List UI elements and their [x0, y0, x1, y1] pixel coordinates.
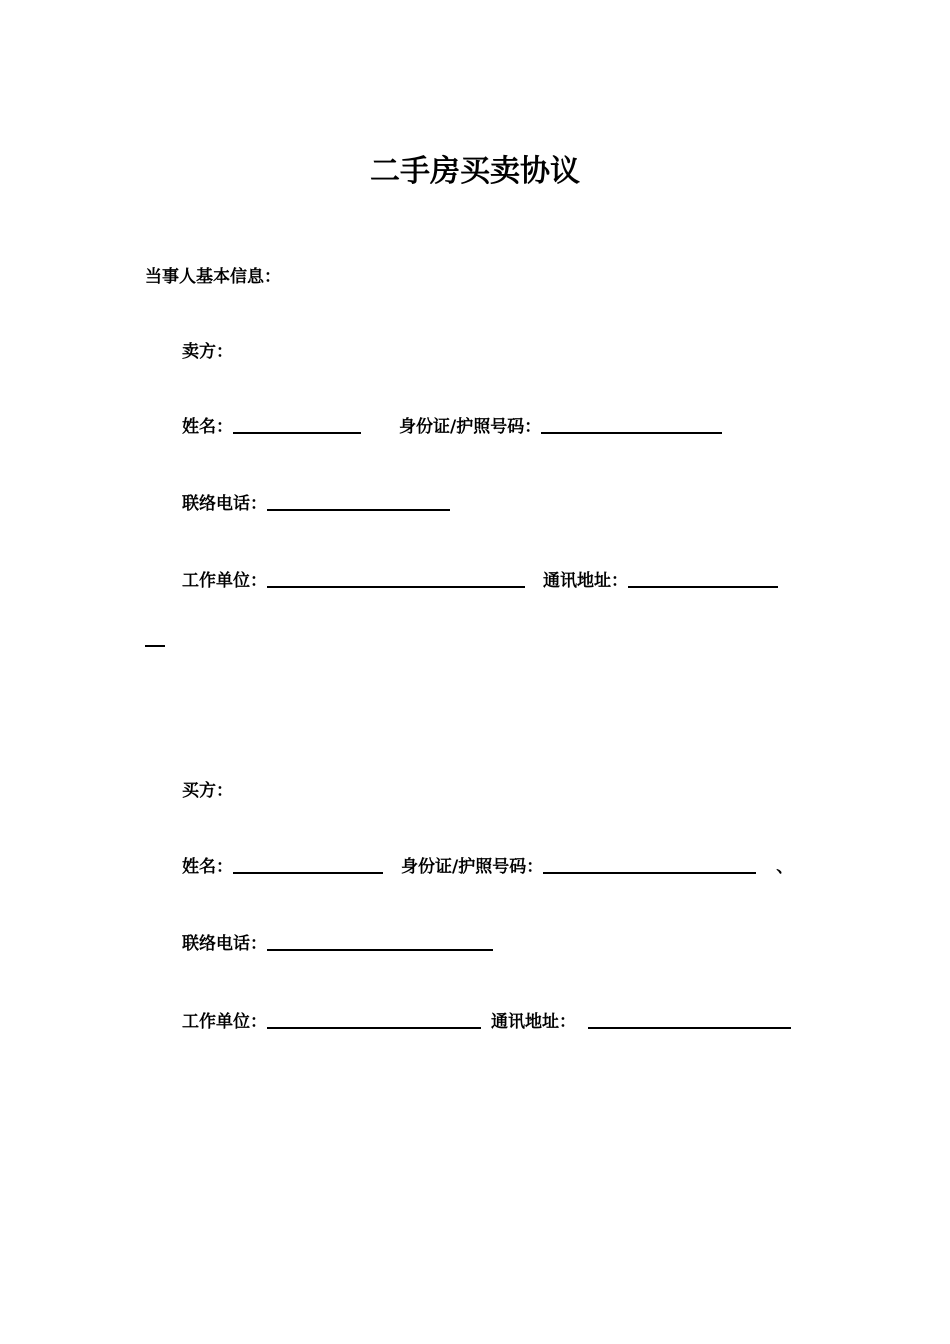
seller-employer-field[interactable]	[267, 570, 525, 588]
seller-name-label: 姓名：	[182, 417, 233, 437]
buyer-name-field[interactable]	[233, 856, 383, 874]
seller-phone-field[interactable]	[267, 493, 450, 511]
buyer-address-field[interactable]	[588, 1011, 791, 1029]
buyer-address-label: 通讯地址：	[491, 1012, 576, 1032]
buyer-id-label: 身份证/护照号码：	[401, 857, 544, 877]
seller-address-label: 通讯地址：	[543, 571, 628, 591]
seller-address-field[interactable]	[628, 570, 778, 588]
seller-phone-row	[182, 491, 450, 515]
buyer-name-label: 姓名：	[182, 857, 233, 877]
buyer-id-field[interactable]	[543, 856, 756, 874]
buyer-phone-field[interactable]	[267, 933, 493, 951]
seller-id-label: 身份证/护照号码：	[399, 417, 542, 437]
buyer-trailing-mark: 、	[776, 857, 794, 877]
seller-employer-label: 工作单位：	[182, 571, 267, 591]
seller-id-field[interactable]	[541, 416, 722, 434]
section-header: 当事人基本信息：	[145, 267, 281, 287]
buyer-employer-label: 工作单位：	[182, 1012, 267, 1032]
document-title: 二手房买卖协议	[370, 154, 580, 189]
address-continuation-line	[145, 645, 165, 647]
seller-phone-label: 联络电话：	[182, 494, 267, 514]
seller-employer-row	[182, 568, 778, 592]
buyer-heading: 买方：	[182, 781, 233, 801]
seller-name-row	[182, 414, 722, 438]
seller-name-field[interactable]	[233, 416, 361, 434]
buyer-phone-label: 联络电话：	[182, 934, 267, 954]
buyer-employer-field[interactable]	[267, 1011, 481, 1029]
buyer-employer-row	[182, 1009, 791, 1033]
buyer-name-row	[182, 854, 793, 878]
buyer-phone-row	[182, 931, 493, 955]
seller-heading: 卖方：	[182, 342, 233, 362]
